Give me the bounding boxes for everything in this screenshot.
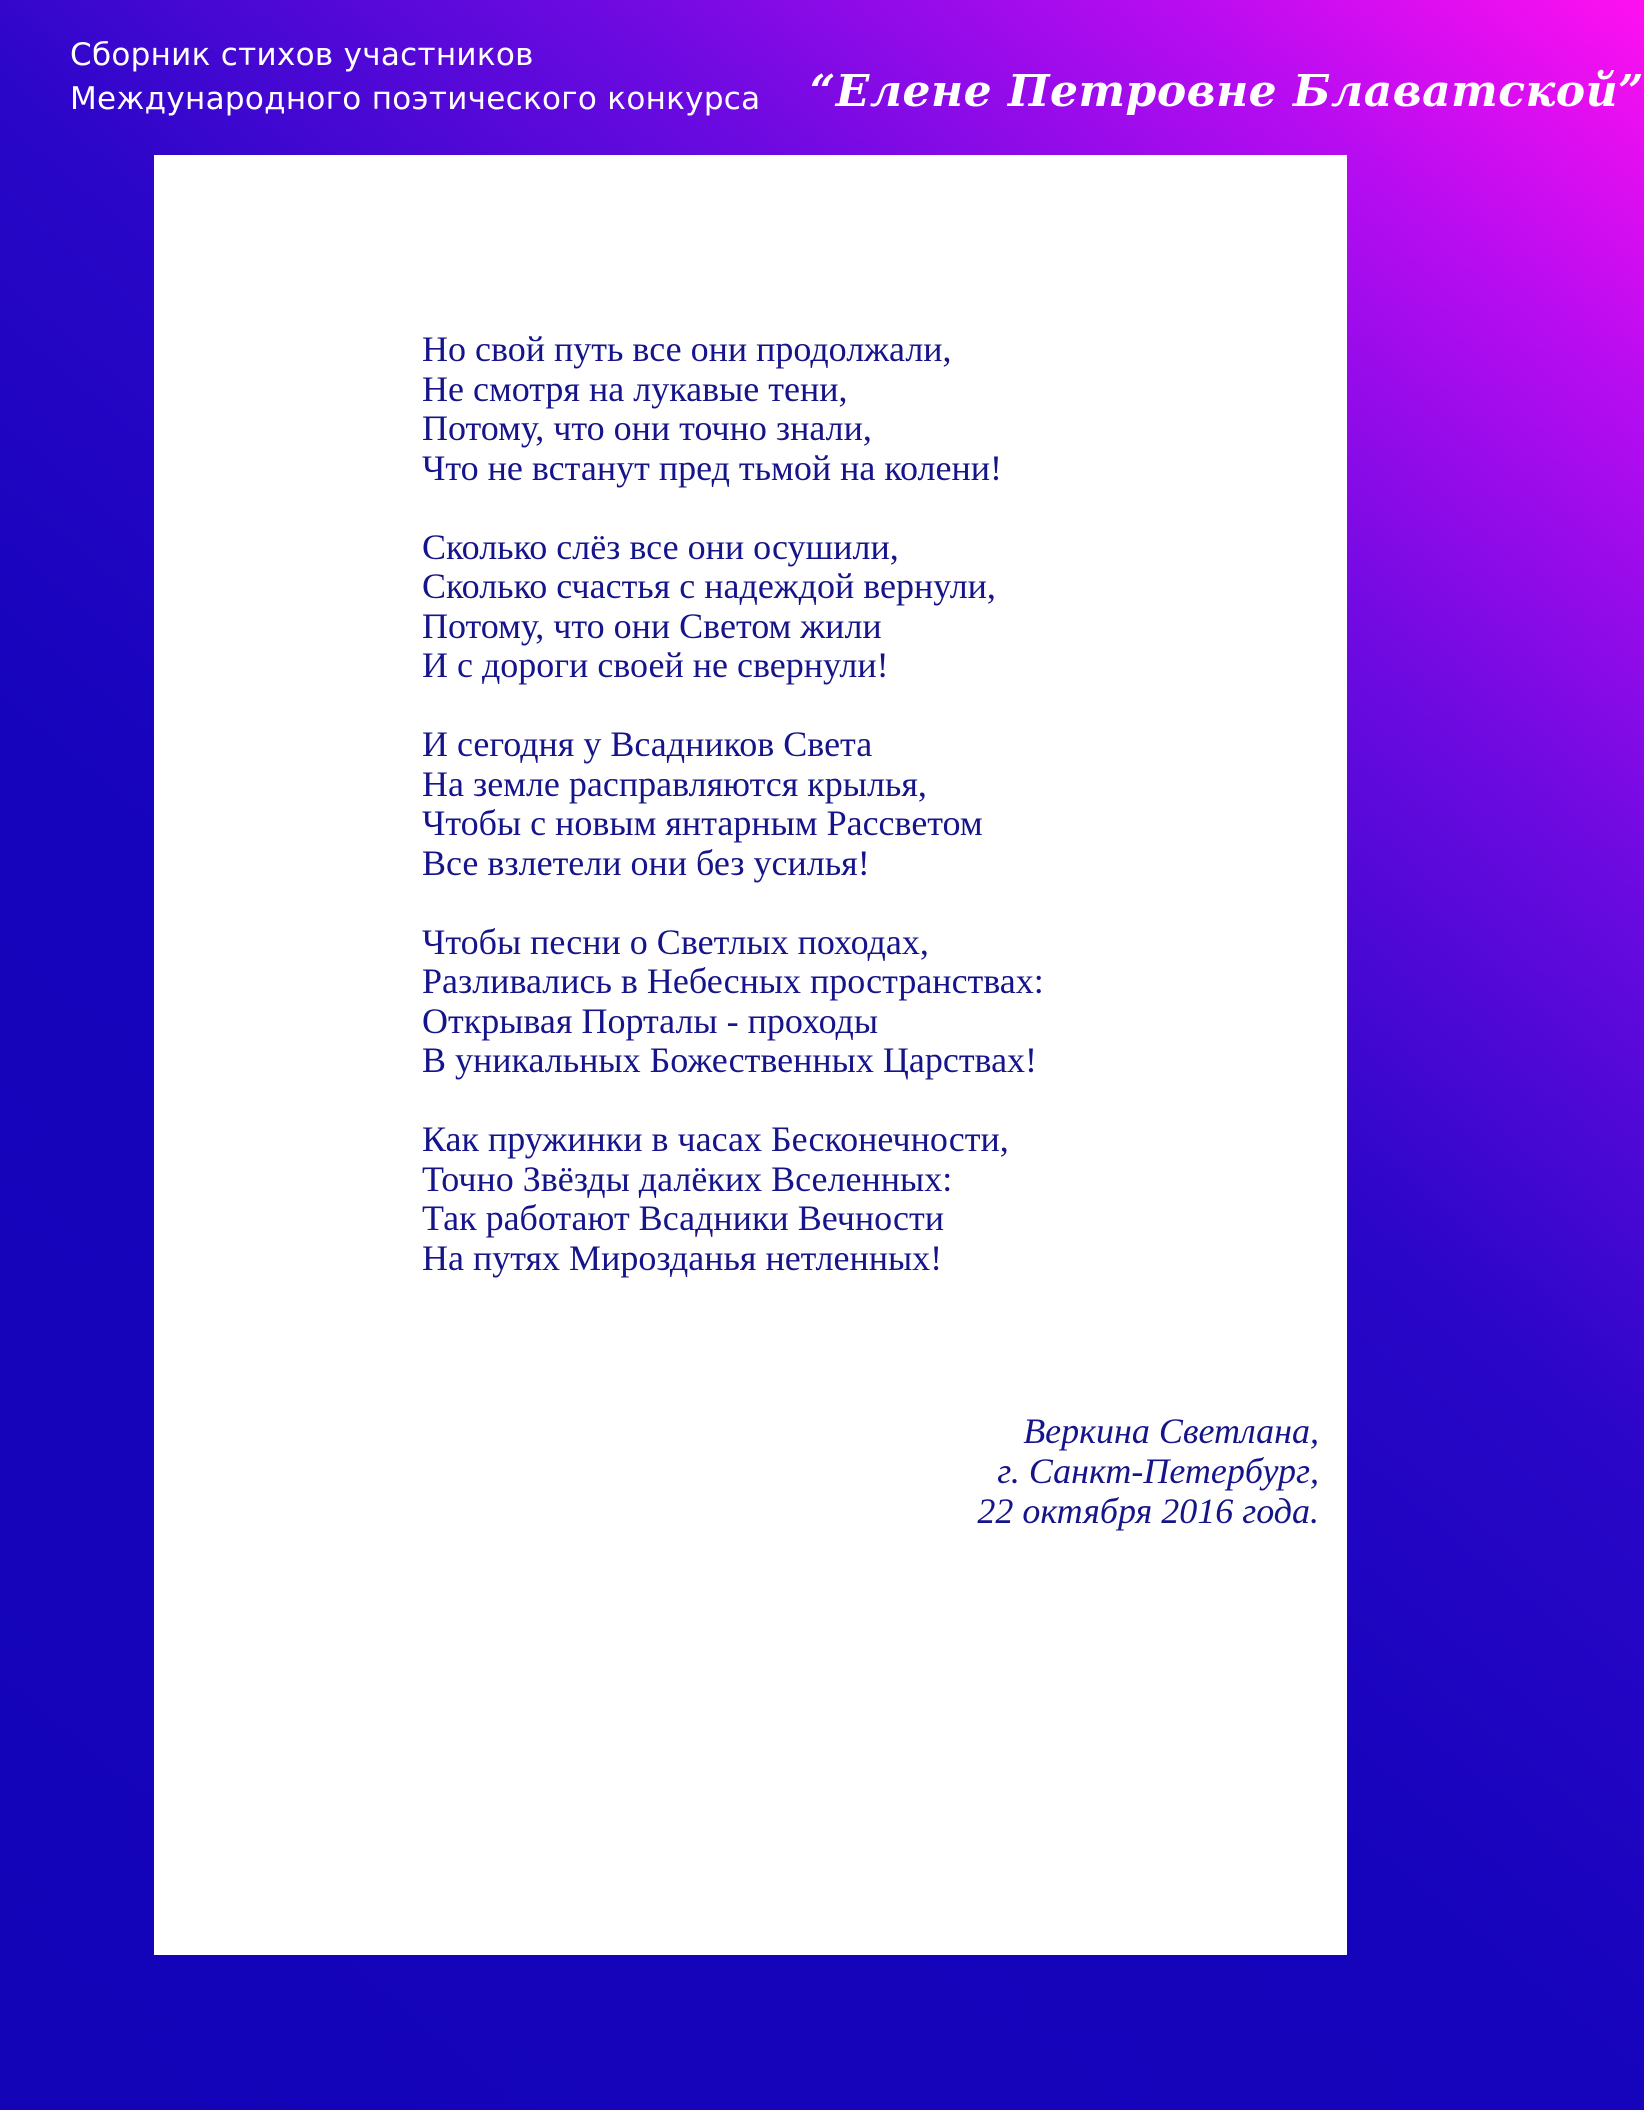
author-name: Веркина Светлана, xyxy=(1023,1411,1319,1451)
author-signature xyxy=(977,1411,1319,1531)
poem-line: И сегодня у Всадников Света xyxy=(422,724,873,764)
poem-line: Чтобы с новым янтарным Рассветом xyxy=(422,803,983,843)
header-title-line-2: Международного поэтического конкурса xyxy=(70,81,761,117)
poem-line: На путях Мирозданья нетленных! xyxy=(422,1237,943,1278)
poem-line: Но свой путь все они продолжали, xyxy=(422,329,952,369)
stanza xyxy=(422,528,1222,686)
stanza xyxy=(422,923,1222,1081)
header-title-line-1: Сборник стихов участников xyxy=(70,37,534,73)
poem-date: 22 октября 2016 года. xyxy=(977,1491,1319,1531)
stanza xyxy=(422,1120,1222,1278)
poem-line: Все взлетели они без усилья! xyxy=(422,842,870,883)
poem-line: Сколько слёз все они осушили, xyxy=(422,526,899,567)
poem-line: Потому, что они точно знали, xyxy=(422,408,872,448)
poem-line: Как пружинки в часах Бесконечности, xyxy=(422,1119,1009,1159)
poem-body xyxy=(422,330,1222,1318)
poem-line: Не смотря на лукавые тени, xyxy=(422,368,848,409)
poem-line: Что не встанут пред тьмой на колени! xyxy=(422,447,1002,488)
poem-line: Открывая Порталы - проходы xyxy=(422,1000,879,1041)
poem-line: Сколько счастья с надеждой вернули, xyxy=(422,566,996,606)
poem-line: И с дороги своей не свернули! xyxy=(422,645,889,685)
poem-line: Чтобы песни о Светлых походах, xyxy=(422,921,929,962)
poem-line: Потому, что они Светом жили xyxy=(422,605,882,646)
poem-page xyxy=(154,155,1347,1955)
poem-line: Разливались в Небесных пространствах: xyxy=(422,961,1044,1001)
collection-header xyxy=(70,36,1644,126)
poem-line: На земле расправляются крылья, xyxy=(422,763,927,804)
header-contest-name: “Елене Петровне Блаватской” xyxy=(810,66,1644,117)
poem-line: Точно Звёзды далёких Вселенных: xyxy=(422,1158,953,1199)
poem-line: В уникальных Божественных Царствах! xyxy=(422,1040,1038,1080)
stanza xyxy=(422,725,1222,883)
poem-line: Так работают Всадники Вечности xyxy=(422,1198,945,1238)
author-city: г. Санкт-Петербург, xyxy=(997,1451,1319,1491)
stanza xyxy=(422,330,1222,488)
